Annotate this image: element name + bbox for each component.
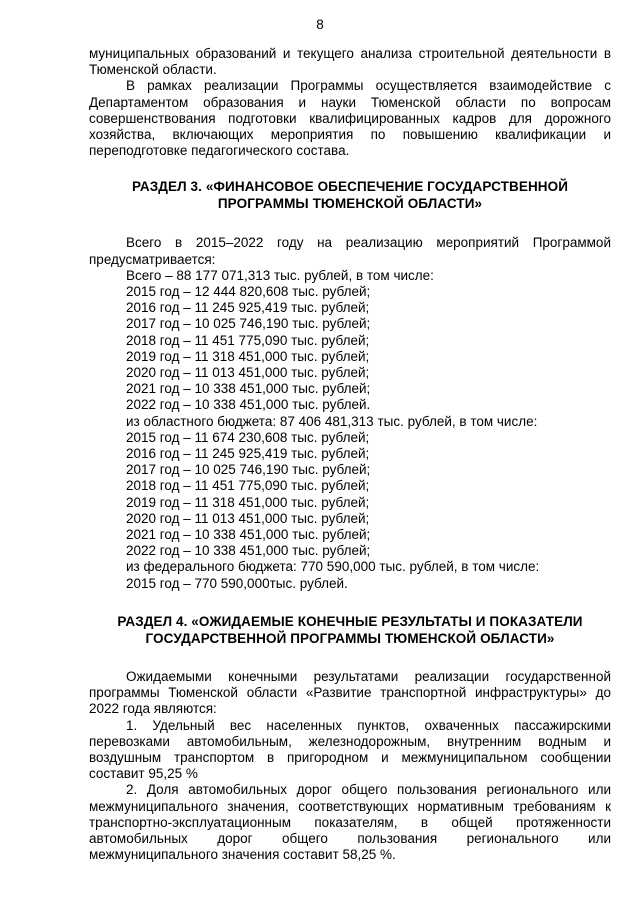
regional-years-list <box>126 430 611 560</box>
total-funding: Всего – 88 177 071,313 тыс. рублей, в том числе: <box>126 267 434 283</box>
paragraph-line: 2. Доля автомобильных дорог общего пользования регионального или <box>126 782 611 798</box>
federal-funding: из федерального бюджета: 770 590,000 тыс. рублей, в том числе: <box>126 559 540 575</box>
section-title-line: ПРОГРАММЫ ТЮМЕНСКОЙ ОБЛАСТИ» <box>217 196 483 212</box>
page-number: 8 <box>316 17 324 32</box>
paragraph-line: составит 95,25 % <box>89 766 198 782</box>
paragraph-line: В рамках реализации Программы осуществляется взаимодействие с <box>126 78 611 94</box>
paragraph-line: Департаментом образования и науки Тюменской области по вопросам <box>89 94 611 110</box>
paragraph-line: транспортно-эксплуатационным показателям, в общей протяженности <box>89 814 611 830</box>
paragraph-line: совершенствования подготовки квалифицированных кадров для дорожного <box>89 110 611 126</box>
list-item: 2017 год – 10 025 746,190 тыс. рублей; <box>126 462 371 478</box>
list-item: 2022 год – 10 338 451,000 тыс. рублей. <box>126 397 371 413</box>
list-item: 2016 год – 11 245 925,419 тыс. рублей; <box>126 300 370 316</box>
section-title-line: РАЗДЕЛ 3. «ФИНАНСОВОЕ ОБЕСПЕЧЕНИЕ ГОСУДАРСТВЕННОЙ <box>131 179 569 195</box>
paragraph-line: Ожидаемыми конечными результатами реализации государственной <box>126 668 611 684</box>
regional-funding: из областного бюджета: 87 406 481,313 тыс. рублей, в том числе: <box>126 413 538 429</box>
section-title-line: РАЗДЕЛ 4. «ОЖИДАЕМЫЕ КОНЕЧНЫЕ РЕЗУЛЬТАТЫ И ПОКАЗАТЕЛИ <box>117 613 583 629</box>
section-3-heading <box>89 178 611 212</box>
paragraph-line: муниципальных образований и текущего анализа строительной деятельности в <box>89 46 611 61</box>
list-item: 2021 год – 10 338 451,000 тыс. рублей; <box>126 381 371 397</box>
list-item: 2019 год – 11 318 451,000 тыс. рублей; <box>126 348 370 364</box>
paragraph-line: предусматривается: <box>89 251 216 267</box>
paragraph-line: Всего в 2015–2022 году на реализацию мероприятий Программой <box>126 235 611 251</box>
document-body <box>89 46 611 863</box>
list-item: 2022 год – 10 338 451,000 тыс. рублей; <box>126 543 371 559</box>
list-item: 2016 год – 11 245 925,419 тыс. рублей; <box>126 446 370 462</box>
list-item: 2018 год – 11 451 775,090 тыс. рублей; <box>126 332 370 348</box>
paragraph-line: межмуниципального значения составит 58,25 %. <box>89 847 396 863</box>
paragraph-line: воздушным транспортом в пригородном и межмуниципальном сообщении <box>89 749 611 765</box>
list-item: 2020 год – 11 013 451,000 тыс. рублей; <box>126 365 370 381</box>
paragraph-line: программы Тюменской области «Развитие транспортной инфраструктуры» до <box>89 685 611 701</box>
paragraph-line: 1. Удельный вес населенных пунктов, охваченных пассажирскими <box>126 717 611 733</box>
list-item: 2015 год – 12 444 820,608 тыс. рублей; <box>126 284 371 300</box>
section-title-line: ГОСУДАРСТВЕННОЙ ПРОГРАММЫ ТЮМЕНСКОЙ ОБЛАСТИ» <box>145 630 555 646</box>
list-item: 2015 год – 770 590,000тыс. рублей. <box>126 575 348 591</box>
list-item: 2017 год – 10 025 746,190 тыс. рублей; <box>126 316 371 332</box>
total-years-list <box>126 284 611 414</box>
paragraph-line: автомобильных дорог общего пользования регионального или <box>89 830 611 846</box>
list-item: 2020 год – 11 013 451,000 тыс. рублей; <box>126 510 370 526</box>
list-item: 2021 год – 10 338 451,000 тыс. рублей; <box>126 527 371 543</box>
paragraph-line: 2022 года являются: <box>89 701 217 717</box>
paragraph-line: Тюменской области. <box>89 62 217 78</box>
paragraph-line: межмуниципального значения, соответствующих нормативным требованиям к <box>89 798 611 814</box>
section-4-heading <box>89 613 611 647</box>
list-item: 2015 год – 11 674 230,608 тыс. рублей; <box>126 429 370 445</box>
list-item: 2018 год – 11 451 775,090 тыс. рублей; <box>126 478 370 494</box>
paragraph-line: хозяйства, включающих мероприятия по повышению квалификации и <box>89 127 611 143</box>
paragraph-line: перевозками автомобильным, железнодорожным, внутренним водным и <box>89 733 611 749</box>
list-item: 2019 год – 11 318 451,000 тыс. рублей; <box>126 494 370 510</box>
paragraph-line: переподготовке педагогического состава. <box>89 143 350 159</box>
federal-years-list <box>126 576 611 592</box>
